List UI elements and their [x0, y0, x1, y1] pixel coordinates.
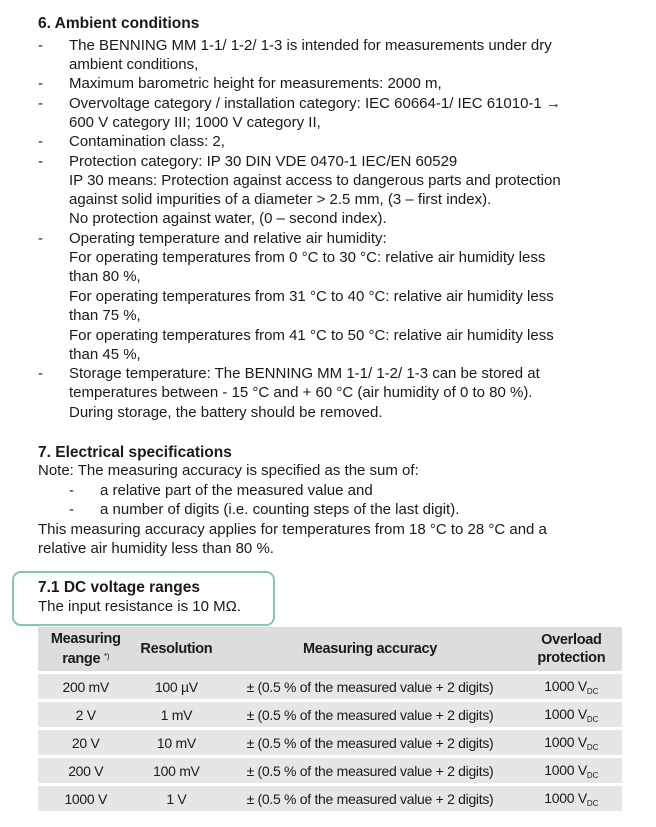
header-line: Overload: [541, 632, 602, 648]
list-item-line: IP 30 means: Protection against access to dangerous parts and protection: [69, 172, 561, 189]
dc-voltage-table: [38, 624, 622, 814]
header-line: [42, 648, 129, 668]
section-7-1-heading: [38, 578, 200, 598]
list-item-line: Protection category: IP 30 DIN VDE 0470-1 IEC/EN 60529: [69, 153, 458, 170]
list-dash: -: [38, 153, 43, 170]
section-7-paragraph-line: relative air humidity less than 80 %.: [38, 540, 274, 557]
cell-accuracy: ± (0.5 % of the measured value + 2 digits): [219, 674, 520, 699]
overload-value: 1000 V: [544, 789, 587, 806]
list-dash: -: [38, 37, 43, 54]
cell-overload: [521, 786, 622, 811]
list-dash: -: [69, 501, 74, 518]
list-item-line: No protection against water, (0 – second index).: [69, 210, 387, 227]
overload-value: 1000 V: [544, 705, 587, 722]
list-item-line: For operating temperatures from 0 °C to 30 °C: relative air humidity less: [69, 249, 546, 266]
header-line: protection: [537, 650, 606, 666]
list-item-line: than 45 %,: [69, 346, 141, 363]
overload-value: 1000 V: [544, 733, 587, 750]
table-row: [38, 786, 622, 811]
table-row: [38, 702, 622, 727]
list-item-line: Storage temperature: The BENNING MM 1-1/ 1-2/ 1-3 can be stored at: [69, 365, 540, 382]
list-item-line: Maximum barometric height for measurements: 2000 m,: [69, 75, 442, 92]
section-7-1-heading-text: 7.1 DC voltage ranges: [38, 579, 200, 596]
cell-overload: [521, 702, 622, 727]
header-measuring-range: [38, 627, 133, 671]
header-resolution: Resolution: [133, 627, 219, 671]
overload-subscript: DC: [586, 798, 599, 808]
list-dash: -: [38, 365, 43, 382]
header-line: Measuring: [50, 631, 121, 647]
table-header-row: [38, 627, 622, 671]
header-line-text: range: [62, 651, 101, 667]
list-item-line: temperatures between - 15 °C and + 60 °C (air humidity of 0 to 80 %).: [69, 384, 533, 401]
list-dash: -: [38, 75, 43, 92]
cell-resolution: 10 mV: [133, 730, 219, 755]
cell-range: 200 V: [38, 758, 133, 783]
list-item-line: 600 V category III; 1000 V category II,: [69, 114, 321, 131]
section-7-1-text: The input resistance is 10 MΩ.: [38, 598, 241, 615]
list-dash: -: [38, 95, 43, 112]
list-dash: -: [38, 133, 43, 150]
cell-resolution: 100 mV: [133, 758, 219, 783]
cell-range: 1000 V: [38, 786, 133, 811]
list-item-line: ambient conditions,: [69, 56, 199, 73]
list-item-line: Operating temperature and relative air humidity:: [69, 230, 387, 247]
cell-range: 2 V: [38, 702, 133, 727]
overload-subscript: DC: [586, 770, 599, 780]
cell-accuracy: ± (0.5 % of the measured value + 2 digits): [219, 786, 520, 811]
cell-accuracy: ± (0.5 % of the measured value + 2 digits): [219, 758, 520, 783]
cell-accuracy: ± (0.5 % of the measured value + 2 digits): [219, 730, 520, 755]
cell-resolution: 100 µV: [133, 674, 219, 699]
cell-range: 200 mV: [38, 674, 133, 699]
section-7-note: Note: The measuring accuracy is specified as the sum of:: [38, 462, 419, 479]
section-7-heading: 7. Electrical specifications: [38, 444, 232, 461]
table-row: [38, 674, 622, 699]
overload-value: 1000 V: [544, 677, 587, 694]
list-item-line: Overvoltage category / installation category: IEC 60664-1/ IEC 61010-1 →: [69, 95, 561, 112]
list-item-line: against solid impurities of a diameter > 2.5 mm, (3 – first index).: [69, 191, 492, 208]
header-overload-protection: [521, 627, 622, 671]
cell-accuracy: ± (0.5 % of the measured value + 2 digits): [219, 702, 520, 727]
overload-subscript: DC: [586, 714, 599, 724]
list-item-line: than 75 %,: [69, 307, 141, 324]
cell-overload: [521, 758, 622, 783]
overload-subscript: DC: [586, 686, 599, 696]
bullet-item: a number of digits (i.e. counting steps of the last digit).: [100, 501, 460, 518]
list-dash: -: [69, 482, 74, 499]
cell-range: 20 V: [38, 730, 133, 755]
list-item-line: During storage, the battery should be removed.: [69, 404, 383, 421]
bullet-item: a relative part of the measured value and: [100, 482, 373, 499]
section-6-heading: 6. Ambient conditions: [38, 15, 200, 32]
header-measuring-accuracy: Measuring accuracy: [219, 627, 520, 671]
footnote-marker: *): [104, 652, 110, 661]
cell-overload: [521, 730, 622, 755]
cell-resolution: 1 V: [133, 786, 219, 811]
list-item-line: For operating temperatures from 31 °C to 40 °C: relative air humidity less: [69, 288, 554, 305]
table-row: [38, 730, 622, 755]
cell-resolution: 1 mV: [133, 702, 219, 727]
list-dash: -: [38, 230, 43, 247]
list-item-line: The BENNING MM 1-1/ 1-2/ 1-3 is intended for measurements under dry: [69, 37, 552, 54]
section-7-paragraph-line: This measuring accuracy applies for temperatures from 18 °C to 28 °C and a: [38, 521, 547, 538]
overload-subscript: DC: [586, 742, 599, 752]
table-row: [38, 758, 622, 783]
list-item-line: For operating temperatures from 41 °C to 50 °C: relative air humidity less: [69, 327, 554, 344]
list-item-line: than 80 %,: [69, 268, 141, 285]
overload-value: 1000 V: [544, 761, 587, 778]
cell-overload: [521, 674, 622, 699]
list-item-line: Contamination class: 2,: [69, 133, 225, 150]
